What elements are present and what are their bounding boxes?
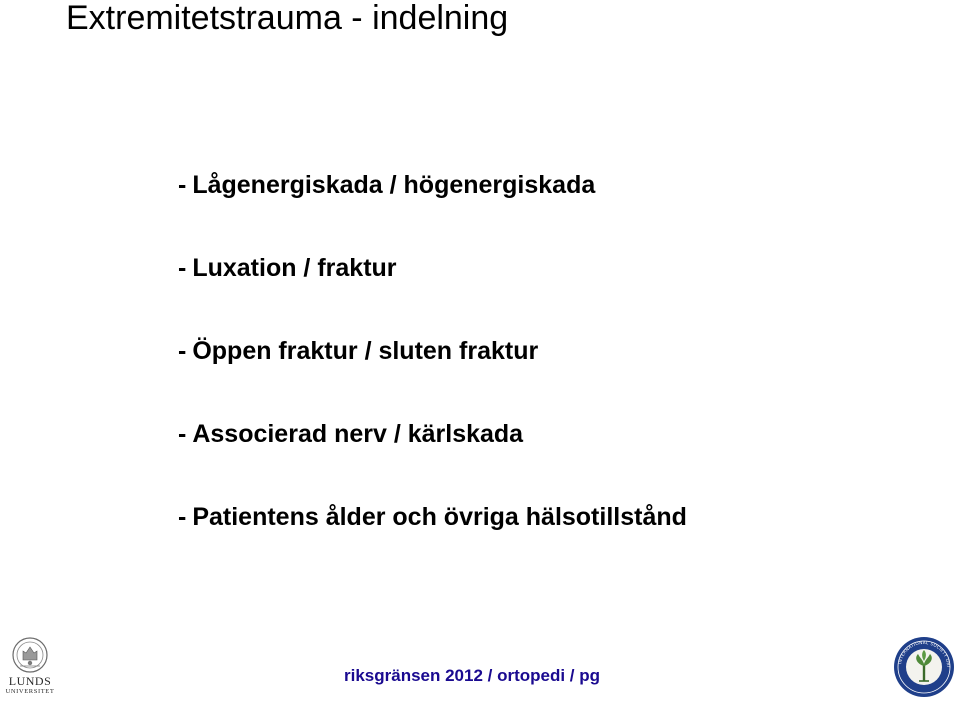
society-logo-text: INTERNATIONAL SOCIETY ORT bbox=[897, 639, 952, 669]
bullet-text: Patientens ålder och övriga hälsotillstånd bbox=[192, 503, 687, 531]
lund-logo-subtitle: UNIVERSITET bbox=[5, 688, 55, 695]
bullet-item bbox=[178, 253, 687, 283]
bullet-text: Öppen fraktur / sluten fraktur bbox=[192, 337, 539, 365]
bullet-dash: - bbox=[178, 171, 187, 199]
bullet-item bbox=[178, 502, 687, 532]
slide-title: Extremitetstrauma - indelning bbox=[66, 0, 509, 37]
bullet-text: Luxation / fraktur bbox=[192, 254, 397, 282]
bullet-dash: - bbox=[178, 420, 187, 448]
bullet-dash: - bbox=[178, 503, 187, 531]
bullet-text: Lågenergiskada / högenergiskada bbox=[192, 171, 596, 199]
bullet-list bbox=[178, 170, 687, 585]
lund-university-seal-icon bbox=[12, 636, 48, 674]
bullet-text: Associerad nerv / kärlskada bbox=[192, 420, 524, 448]
footer-text: riksgränsen 2012 / ortopedi / pg bbox=[344, 666, 601, 685]
bullet-dash: - bbox=[178, 337, 187, 365]
bullet-item bbox=[178, 170, 687, 200]
bullet-dash: - bbox=[178, 254, 187, 282]
lund-logo-name: LUNDS bbox=[8, 674, 52, 688]
bullet-item bbox=[178, 336, 687, 366]
orthopaedic-society-emblem-icon bbox=[893, 636, 955, 698]
lund-university-logo bbox=[4, 636, 56, 698]
bullet-item bbox=[178, 419, 687, 449]
